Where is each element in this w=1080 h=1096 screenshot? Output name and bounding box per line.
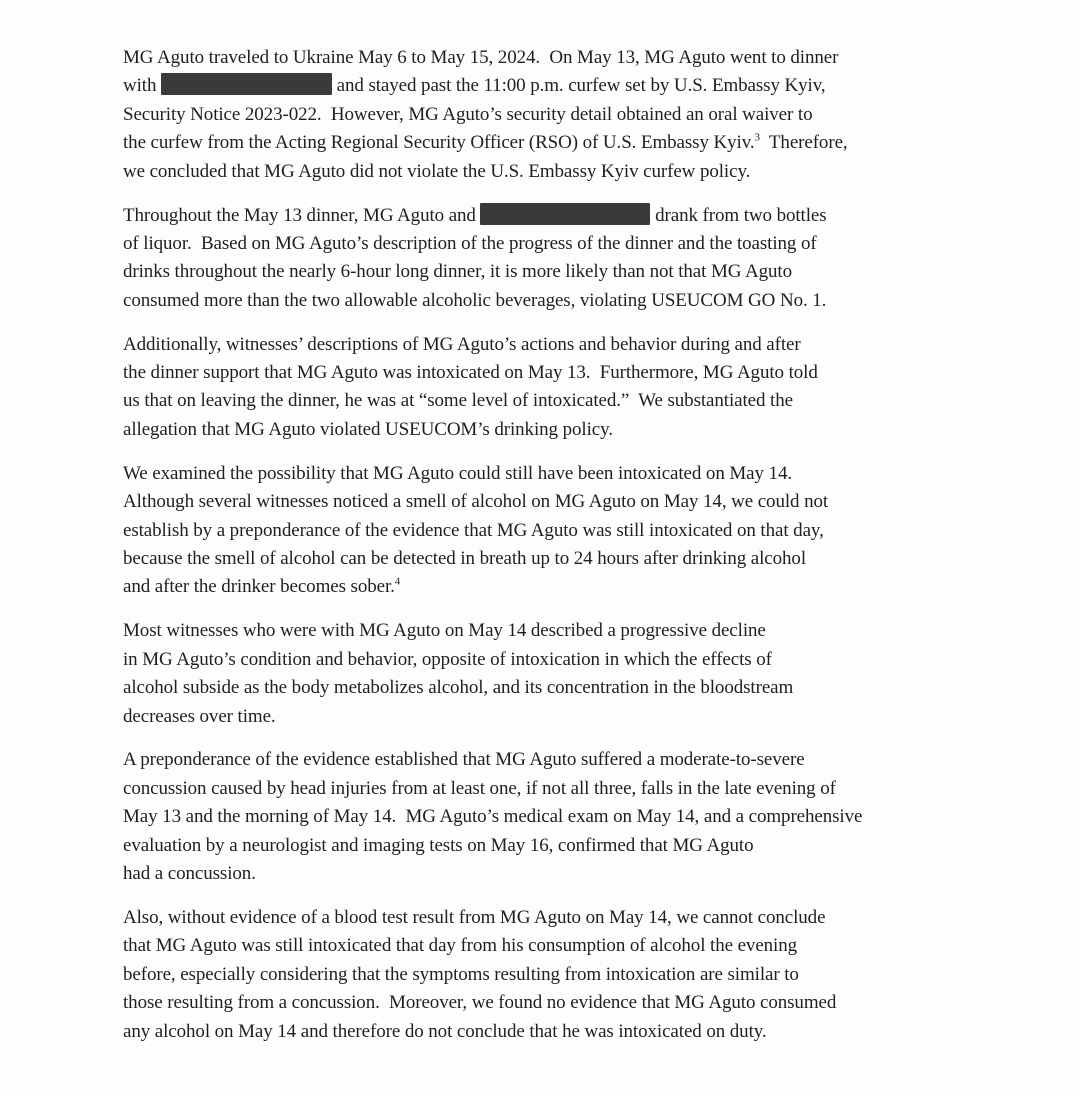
text-run: had a concussion. <box>123 863 256 885</box>
text-run: Throughout the May 13 dinner, MG Aguto and <box>123 204 481 226</box>
text-run: Security Notice 2023-022. However, MG Aguto’s security detail obtained an oral waiver to <box>123 103 813 125</box>
text-line <box>123 545 1070 573</box>
paragraph <box>123 202 1070 316</box>
text-line <box>123 129 1070 157</box>
text-line <box>123 202 1070 230</box>
text-line <box>123 746 1070 774</box>
paragraph <box>123 331 1070 445</box>
text-run: any alcohol on May 14 and therefore do not conclude that he was intoxicated on duty. <box>123 1020 767 1042</box>
text-line <box>123 72 1070 100</box>
text-line <box>123 860 1070 888</box>
text-run: decreases over time. <box>123 705 276 727</box>
text-line <box>123 331 1070 359</box>
text-run: we concluded that MG Aguto did not violate the U.S. Embassy Kyiv curfew policy. <box>123 160 751 182</box>
text-line <box>123 803 1070 831</box>
text-run: May 13 and the morning of May 14. MG Aguto’s medical exam on May 14, and a comprehensive <box>123 806 863 828</box>
text-run: establish by a preponderance of the evidence that MG Aguto was still intoxicated on that day, <box>123 519 824 541</box>
text-line <box>123 932 1070 960</box>
text-line <box>123 158 1070 186</box>
text-run: Therefore, <box>759 132 848 154</box>
text-run: that MG Aguto was still intoxicated that day from his consumption of alcohol the evening <box>123 935 798 957</box>
text-line <box>123 359 1070 387</box>
text-line <box>123 416 1070 444</box>
paragraph <box>123 460 1070 602</box>
text-run: because the smell of alcohol can be detected in breath up to 24 hours after drinking alcohol <box>123 548 807 569</box>
text-run: drinks throughout the nearly 6-hour long dinner, it is more likely than not that MG Aguto <box>123 261 792 283</box>
text-run: A preponderance of the evidence established that MG Aguto suffered a moderate-to-severe <box>123 749 805 771</box>
text-run: those resulting from a concussion. Moreover, we found no evidence that MG Aguto consumed <box>123 992 837 1014</box>
text-line <box>123 387 1070 415</box>
footnote-reference: 4 <box>394 576 401 589</box>
text-run: us that on leaving the dinner, he was at “some level of intoxicated.” We substantiated the <box>123 390 793 412</box>
text-run: the dinner support that MG Aguto was intoxicated on May 13. Furthermore, MG Aguto told <box>123 362 818 384</box>
paragraph <box>123 904 1070 1046</box>
text-run: consumed more than the two allowable alcoholic beverages, violating USEUCOM GO No. 1. <box>123 289 827 311</box>
paragraph <box>123 617 1070 731</box>
text-line <box>123 703 1070 731</box>
text-run: MG Aguto traveled to Ukraine May 6 to May 15, 2024. On May 13, MG Aguto went to dinner <box>123 47 839 68</box>
text-run: and after the drinker becomes sober. <box>123 576 395 598</box>
text-run: We examined the possibility that MG Aguto could still have been intoxicated on May 14. <box>123 462 792 484</box>
text-line <box>123 1018 1070 1046</box>
text-run: evaluation by a neurologist and imaging tests on May 16, confirmed that MG Aguto <box>123 834 754 856</box>
text-run: allegation that MG Aguto violated USEUCOM’s drinking policy. <box>123 418 613 440</box>
text-run: Also, without evidence of a blood test result from MG Aguto on May 14, we cannot conclude <box>123 906 826 928</box>
text-run: and stayed past the 11:00 p.m. curfew set by U.S. Embassy Kyiv, <box>332 75 826 97</box>
text-line <box>123 258 1070 286</box>
footnote-reference: 3 <box>754 131 760 144</box>
text-line <box>123 832 1070 860</box>
text-line <box>123 617 1070 645</box>
redaction-bar <box>161 73 332 95</box>
text-run: concussion caused by head injuries from at least one, if not all three, falls in the late evening of <box>123 777 836 799</box>
text-line <box>123 488 1070 516</box>
text-line <box>123 989 1070 1017</box>
text-line <box>123 674 1070 702</box>
text-line <box>123 44 1070 72</box>
text-run: of liquor. Based on MG Aguto’s description of the progress of the dinner and the toasting of <box>123 232 817 254</box>
document-body <box>123 44 1070 1046</box>
text-line <box>123 775 1070 803</box>
text-run: drank from two bottles <box>650 204 827 226</box>
text-run: Most witnesses who were with MG Aguto on May 14 described a progressive decline <box>123 620 766 642</box>
text-run: alcohol subside as the body metabolizes alcohol, and its concentration in the bloodstream <box>123 677 794 699</box>
paragraph <box>123 746 1070 888</box>
text-line <box>123 904 1070 932</box>
text-line <box>123 287 1070 315</box>
text-line <box>123 961 1070 989</box>
text-run: in MG Aguto’s condition and behavior, opposite of intoxication in which the effects of <box>123 648 772 670</box>
text-line <box>123 573 1070 601</box>
text-run: before, especially considering that the symptoms resulting from intoxication are similar to <box>123 963 799 985</box>
text-line <box>123 460 1070 488</box>
text-run: Although several witnesses noticed a smell of alcohol on MG Aguto on May 14, we could not <box>123 491 829 513</box>
text-run: the curfew from the Acting Regional Security Officer (RSO) of U.S. Embassy Kyiv. <box>123 132 755 154</box>
text-line <box>123 646 1070 674</box>
text-run: Additionally, witnesses’ descriptions of MG Aguto’s actions and behavior during and after <box>123 333 801 355</box>
paragraph <box>123 44 1070 186</box>
text-line <box>123 517 1070 545</box>
redaction-bar <box>480 203 650 225</box>
text-line <box>123 230 1070 258</box>
text-line <box>123 101 1070 129</box>
text-run: with <box>123 75 162 97</box>
